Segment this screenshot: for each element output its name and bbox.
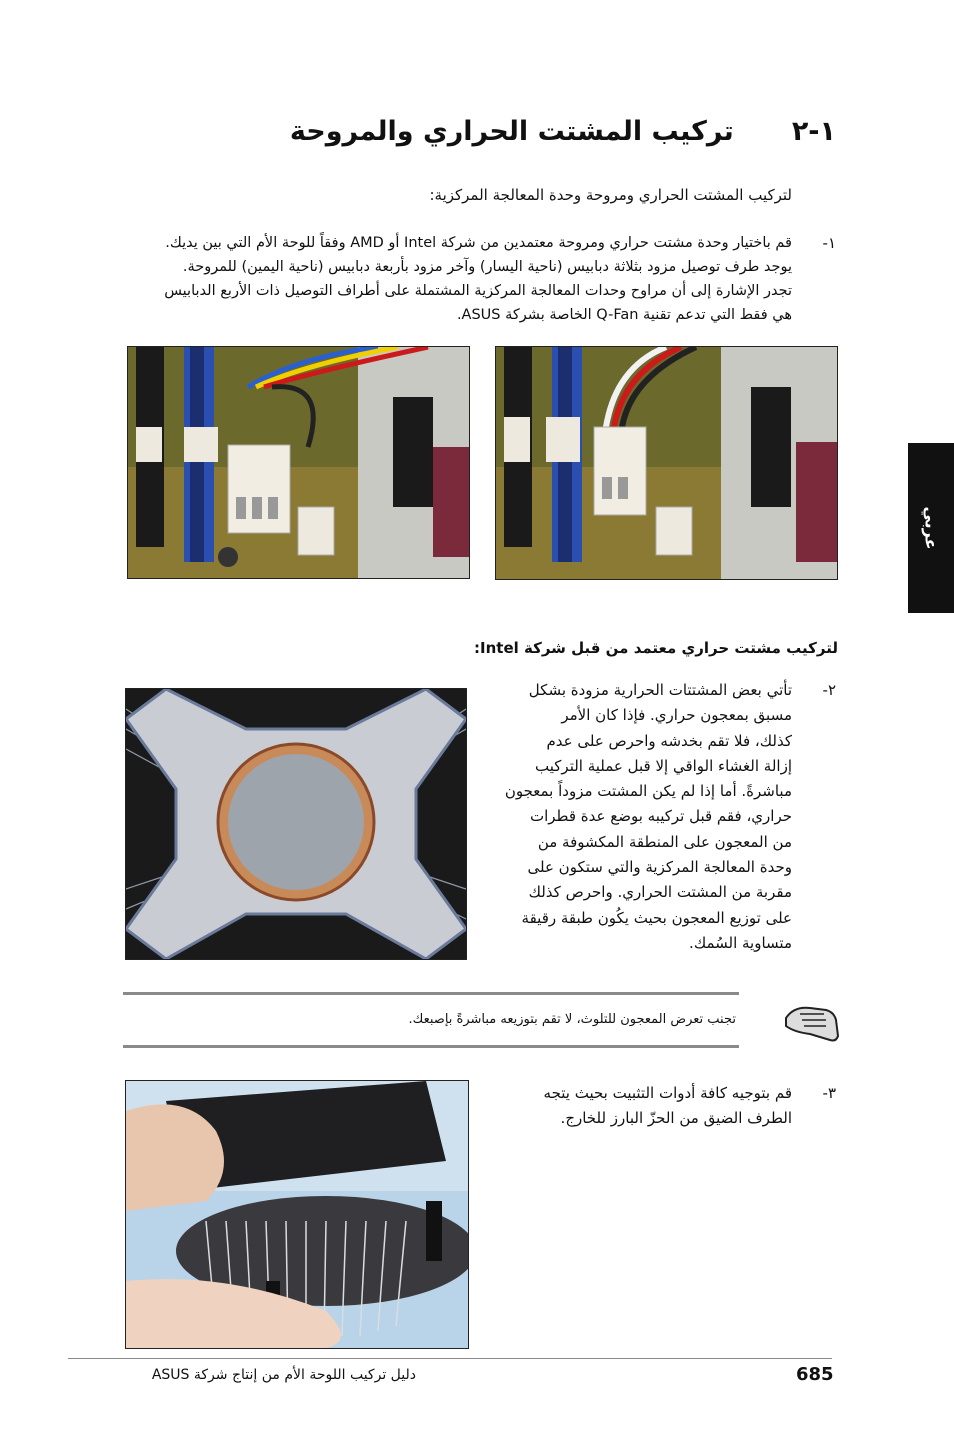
note-text: تجنب تعرض المعجون للتلوث، لا تقم بتوزيعه مباشرةً بإصبعك. <box>408 1012 736 1027</box>
step2-number: ٢- <box>822 681 836 699</box>
note-bottom-rule <box>123 1045 739 1048</box>
section-heading <box>116 116 836 152</box>
step1-line: قم باختيار وحدة مشتت حراري ومروحة معتمدين من شركة Intel أو AMD وفقاً للوحة الأم التي بين يديك. <box>165 235 792 251</box>
footer-text: دليل تركيب اللوحة الأم من إنتاج شركة ASUS <box>151 1367 416 1383</box>
note-top-rule <box>123 992 739 995</box>
step1-line: هي فقط التي تدعم تقنية Q-Fan الخاصة بشركة ASUS. <box>456 307 792 323</box>
section-intro: لتركيب المشتت الحراري ومروحة وحدة المعالجة المركزية: <box>429 186 792 204</box>
step3-text <box>462 1081 792 1131</box>
note-icon <box>780 1000 840 1044</box>
step1-number: ١- <box>822 234 836 252</box>
step2-line: من المعجون على المنطقة المكشوفة من <box>537 832 792 851</box>
footer-rule <box>68 1358 832 1359</box>
step1-line: تجدر الإشارة إلى أن مراوح وحدات المعالجة المركزية المشتملة على أطراف التوصيل ذات الأربع الدبابيس <box>164 283 792 299</box>
section-title: تركيب المشتت الحراري والمروحة <box>289 116 734 147</box>
step2-line: مقربة من المشتت الحراري. واحرص كذلك <box>528 883 792 902</box>
step3-line: الطرف الضيق من الحزّ البارز للخارج. <box>560 1109 792 1127</box>
step2-line: تأتي بعض المشتتات الحرارية مزودة بشكل <box>528 681 792 699</box>
photo-fastener-orientation <box>125 1080 469 1349</box>
step3-number: ٣- <box>822 1084 836 1102</box>
step2-line: وحدة المعالجة المركزية والتي ستكون على <box>527 858 792 877</box>
photo-heatsink-thermal-paste <box>125 688 467 960</box>
step1-line: يوجد طرف توصيل مزود بثلاثة دبابيس (ناحية اليسار) وآخر مزود بأربعة دبابيس (ناحية اليمين) للمروحة. <box>182 259 792 275</box>
side-tab-label: عربي <box>921 506 941 550</box>
step2-line: كذلك، فلا تقم بخدشه واحرص على عدم <box>546 731 792 750</box>
photo-4pin-fan-connector <box>127 346 470 579</box>
step2-line: مسبق بمعجون حراري. فإذا كان الأمر <box>561 706 792 725</box>
language-side-tab <box>908 443 954 613</box>
photo-3pin-fan-connector <box>495 346 838 580</box>
step2-text <box>462 678 792 956</box>
step3-line: قم بتوجيه كافة أدوات التثبيت بحيث يتجه <box>543 1084 792 1102</box>
step2-line: إزالة الغشاء الواقي إلا قبل عملية التركيب <box>535 756 792 775</box>
step2-line: على توزيع المعجون بحيث يكُون طبقة رقيقة <box>521 908 792 927</box>
step1-text <box>132 231 792 327</box>
intel-heading: لتركيب مشتت حراري معتمد من قبل شركة Intel: <box>474 639 838 657</box>
step2-line: مباشرةً. أما إذا لم يكن المشتت مزوداً بمعجون <box>504 782 792 801</box>
step2-line: حراري، فقم قبل تركيبه بوضع عدة قطرات <box>529 807 792 826</box>
section-number: ١-٢ <box>791 116 836 147</box>
page-number: 685 <box>796 1364 834 1385</box>
step2-line: متساوية السُمك. <box>689 933 792 952</box>
